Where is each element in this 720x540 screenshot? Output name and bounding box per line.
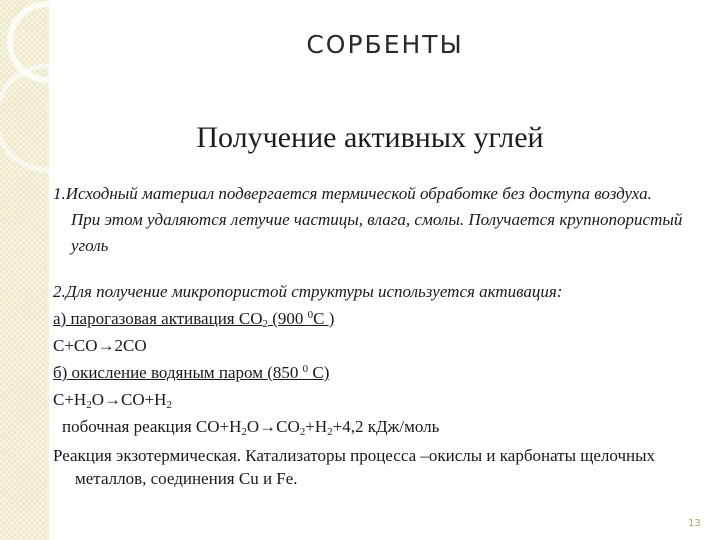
activation-a-mid: (900 xyxy=(268,309,308,328)
side-sub-1: 2 xyxy=(241,426,247,438)
eq2-sub-2: 2 xyxy=(166,399,172,411)
side-sub-2: 2 xyxy=(299,426,306,438)
activation-b-text: б) окисление водяным паром (850 xyxy=(53,363,303,382)
side-part-2: O→CO xyxy=(246,417,300,436)
eq2-sub-1: 2 xyxy=(86,399,92,411)
slide-body xyxy=(53,181,683,490)
side-part-3: +H xyxy=(305,417,328,436)
activation-b-sup: 0 xyxy=(302,363,309,375)
conclusion-text: Реакция экзотермическая. Катализаторы процесса –окислы и карбонаты щелочных металлов, соединения Cu и Fe. xyxy=(53,446,656,488)
slide-title: СОРБЕНТЫ xyxy=(306,30,464,59)
side-part-1: побочная реакция CO+H xyxy=(62,417,242,436)
activation-a-sup: 0 xyxy=(307,309,314,321)
equation-1: C+CO→2CO xyxy=(53,336,147,355)
activation-a-end: C ) xyxy=(313,309,335,328)
slide-subtitle: Получение активных углей xyxy=(196,121,544,154)
page-number: 13 xyxy=(688,518,701,529)
decorative-rings xyxy=(0,0,120,200)
activation-b-end: C) xyxy=(308,363,330,382)
activation-a-text: а) парогазовая активация CO xyxy=(53,309,263,328)
activation-a-line xyxy=(53,305,683,332)
activation-a-sub: 2 xyxy=(262,318,268,330)
activation-b-line xyxy=(53,359,683,386)
eq2-part-1: C+H xyxy=(53,390,87,409)
side-reaction-line xyxy=(53,413,683,440)
side-part-4: +4,2 кДж/моль xyxy=(332,417,440,436)
equation-2 xyxy=(53,386,683,413)
item-1-text: 1.Исходный материал подвергается термической обработке без доступа воздуха. При этом удаляются летучие частицы, влага, смолы. Получается крупнопористый уголь xyxy=(53,184,683,255)
item-2-text: 2.Для получение микропористой структуры используется активация: xyxy=(53,282,563,301)
eq2-part-2: O→CO+H xyxy=(91,390,167,409)
side-sub-3: 2 xyxy=(327,426,333,438)
